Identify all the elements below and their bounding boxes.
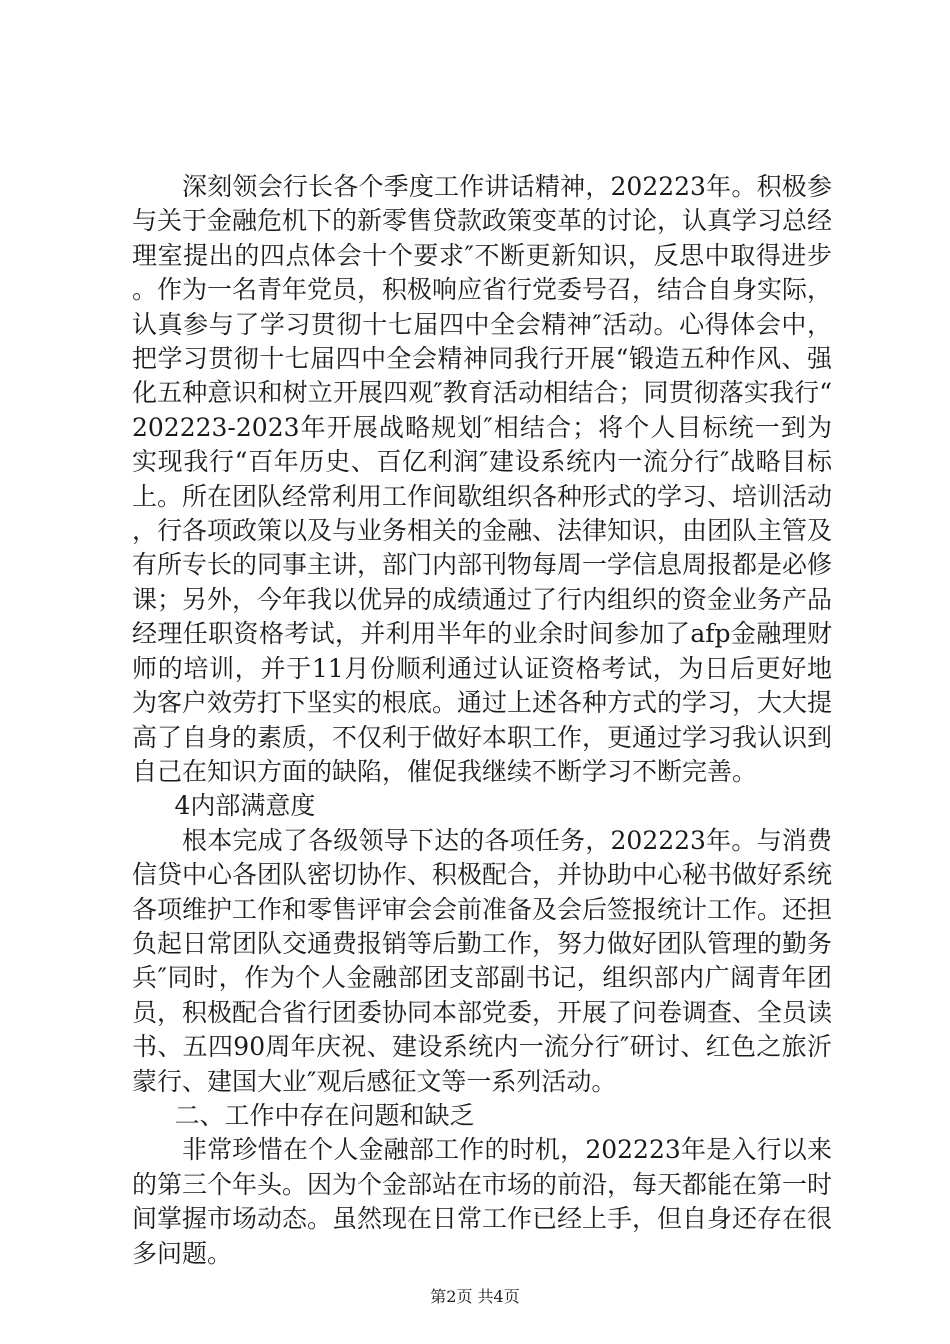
section-heading-problems: 二、工作中存在问题和缺乏 <box>174 1100 475 1130</box>
paragraph-internal-satisfaction: 根本完成了各级领导下达的各项任务，202223年。与消费信贷中心各团队密切协作、积极配合，并协助中心秘书做好系统各项维护工作和零售评审会会前准备及会后签报统计工作。还担负起日常团队交通费报销等后勤工作，努力做好团队管理的勤务兵″同时，作为个人金融部团支部副书记，组织部内广阔青年团员，积极配合省行团委协同本部党委，开展了问卷调查、全员读书、五四90周年庆祝、建设系统内一流分行″研讨、红色之旅沂蒙行、建国大业″观后感征文等一系列活动。 <box>132 825 833 1096</box>
page-footer: 第2页 共4页 <box>430 1287 520 1306</box>
paragraph-problems: 非常珍惜在个人金融部工作的时机，202223年是入行以来的第三个年头。因为个金部站在市场的前沿，每天都能在第一时间掌握市场动态。虽然现在日常工作已经上手，但自身还存在很多问题。 <box>132 1135 833 1268</box>
document-body <box>132 170 832 1271</box>
paragraph-study: 深刻领会行长各个季度工作讲话精神，202223年。积极参与关于金融危机下的新零售贷款政策变革的讨论，认真学习总经理室提出的四点体会十个要求″不断更新知识，反思中取得进步。作为一名青年党员，积极响应省行党委号召，结合自身实际，认真参与了学习贯彻十七届四中全会精神″活动。心得体会中，把学习贯彻十七届四中全会精神同我行开展“锻造五种作风、强化五种意识和树立开展四观″教育活动相结合；同贯彻落实我行“202223-2023年开展战略规划″相结合；将个人目标统一到为实现我行“百年历史、百亿利润″建设系统内一流分行″战略目标上。所在团队经常利用工作间歇组织各种形式的学习、培训活动，行各项政策以及与业务相关的金融、法律知识，由团队主管及有所专长的同事主讲，部门内部刊物每周一学信息周报都是必修课；另外，今年我以优异的成绩通过了行内组织的资金业务产品经理任职资格考试，并利用半年的业余时间参加了afp金融理财师的培训，并于11月份顺利通过认证资格考试，为日后更好地为客户效劳打下坚实的根底。通过上述各种方式的学习，大大提高了自身的素质，不仅利于做好本职工作，更通过学习我认识到自己在知识方面的缺陷，催促我继续不断学习不断完善。 <box>132 172 833 786</box>
section-heading-internal-satisfaction: 4内部满意度 <box>174 791 316 821</box>
